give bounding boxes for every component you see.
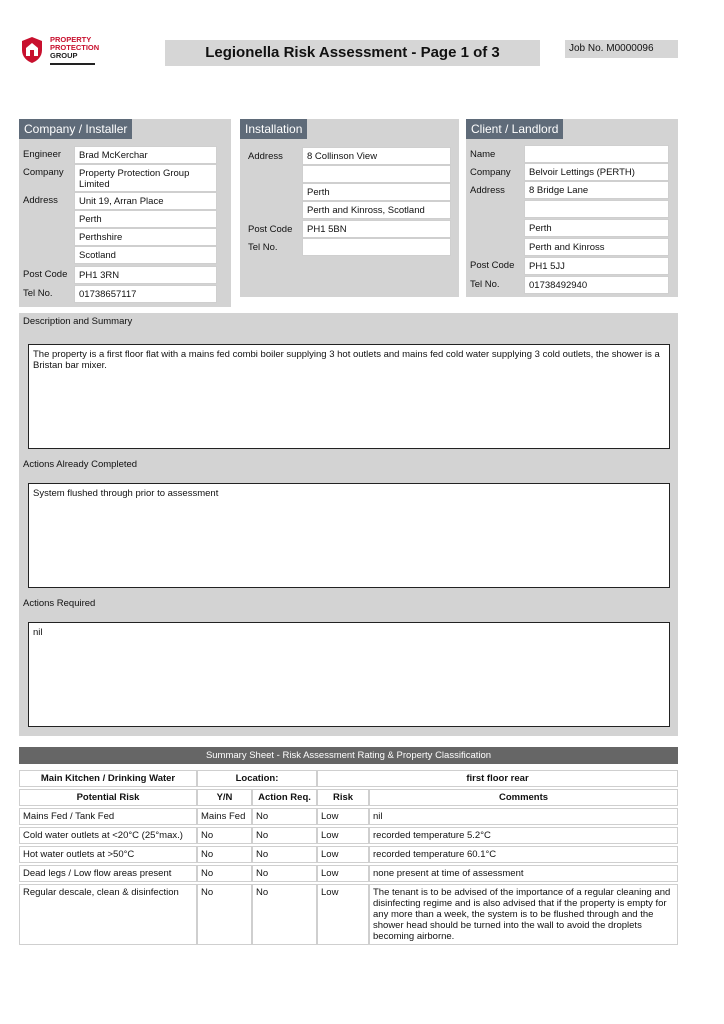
client-name-label: Name [470,149,496,160]
table-row [19,846,678,863]
install-tel-label: Tel No. [248,242,278,253]
col-header-yn: Y/N [197,789,252,806]
address-label: Address [23,195,58,206]
cell-action: No [252,884,317,945]
table-row [19,884,678,945]
install-postcode-label: Post Code [248,224,293,235]
cell-yn: No [197,846,252,863]
engineer-label: Engineer [23,149,62,160]
install-address-label: Address [248,151,283,162]
install-address-line-4: Perth and Kinross, Scotland [302,201,451,219]
cell-action: No [252,827,317,844]
cell-risk-item: Dead legs / Low flow areas present [19,865,197,882]
cell-risk-item: Cold water outlets at <20°C (25°max.) [19,827,197,844]
postcode-label: Post Code [23,269,68,280]
address-line-4: Scotland [74,246,217,264]
client-address-line-2 [524,200,669,218]
company-panel [19,119,231,307]
location-value: first floor rear [317,770,678,787]
logo-line-3: GROUP [50,51,78,60]
client-address-line-1: 8 Bridge Lane [524,181,669,199]
cell-comments: none present at time of assessment [369,865,678,882]
cell-yn: No [197,827,252,844]
actions-required-label: Actions Required [23,598,96,609]
client-heading: Client / Landlord [466,119,563,139]
address-line-3: Perthshire [74,228,217,246]
cell-risk: Low [317,846,369,863]
client-address-line-3: Perth [524,219,669,237]
area-name: Main Kitchen / Drinking Water [19,770,197,787]
shield-icon [20,36,44,64]
client-postcode-label: Post Code [470,260,515,271]
page-title: Legionella Risk Assessment - Page 1 of 3 [165,40,540,66]
cell-comments: recorded temperature 60.1°C [369,846,678,863]
table-row [19,865,678,882]
header-row [19,789,678,806]
location-row [19,770,678,787]
job-number: Job No. M0000096 [565,40,678,58]
col-header-comments: Comments [369,789,678,806]
client-company-value: Belvoir Lettings (PERTH) [524,163,669,181]
logo-line-2: PROTECTION [50,43,100,52]
install-postcode-value: PH1 5BN [302,220,451,238]
cell-action: No [252,808,317,825]
company-label: Company [23,167,64,178]
cell-comments: nil [369,808,678,825]
company-logo [20,36,110,66]
summary-bar: Summary Sheet - Risk Assessment Rating & Property Classification [19,747,678,764]
client-address-label: Address [470,185,505,196]
client-name-value [524,145,669,163]
actions-completed-text: System flushed through prior to assessment [28,483,670,588]
cell-risk: Low [317,884,369,945]
cell-risk: Low [317,808,369,825]
cell-risk-item: Regular descale, clean & disinfection [19,884,197,945]
engineer-value: Brad McKerchar [74,146,217,164]
table-row [19,827,678,844]
cell-risk: Low [317,865,369,882]
logo-line-1: PROPERTY [50,35,92,44]
address-line-2: Perth [74,210,217,228]
risk-table [19,768,678,947]
client-postcode-value: PH1 5JJ [524,257,669,275]
client-address-line-4: Perth and Kinross [524,238,669,256]
tel-value: 01738657117 [74,285,217,303]
col-header-action: Action Req. [252,789,317,806]
cell-risk-item: Hot water outlets at >50°C [19,846,197,863]
cell-comments: recorded temperature 5.2°C [369,827,678,844]
client-company-label: Company [470,167,511,178]
actions-completed-label: Actions Already Completed [23,459,138,470]
company-heading: Company / Installer [19,119,132,139]
install-address-line-2 [302,165,451,183]
col-header-risk-item: Potential Risk [19,789,197,806]
cell-yn: Mains Fed [197,808,252,825]
cell-yn: No [197,865,252,882]
location-label: Location: [197,770,317,787]
tel-label: Tel No. [23,288,53,299]
cell-risk: Low [317,827,369,844]
cell-yn: No [197,884,252,945]
description-text: The property is a first floor flat with a mains fed combi boiler supplying 3 hot outlets and mains fed cold water supplying 3 cold outlets, the shower is a Bristan bar mixer. [28,344,670,449]
client-tel-value: 01738492940 [524,276,669,294]
address-line-1: Unit 19, Arran Place [74,192,217,210]
col-header-risk: Risk [317,789,369,806]
cell-risk-item: Mains Fed / Tank Fed [19,808,197,825]
table-row [19,808,678,825]
cell-action: No [252,865,317,882]
cell-comments: The tenant is to be advised of the importance of a regular cleaning and disinfecting regime and is also advised that if the property is empty for any more than a week, the system is to be flushed through and the shower head should be turned into the wall to avoid the droplets becoming airborne. [369,884,678,945]
postcode-value: PH1 3RN [74,266,217,284]
client-tel-label: Tel No. [470,279,500,290]
install-tel-value [302,238,451,256]
client-panel [466,119,678,297]
logo-underline [50,63,95,65]
installation-heading: Installation [240,119,307,139]
description-label: Description and Summary [23,316,133,327]
install-address-line-1: 8 Collinson View [302,147,451,165]
cell-action: No [252,846,317,863]
company-value: Property Protection Group Limited [74,164,217,192]
install-address-line-3: Perth [302,183,451,201]
installation-panel [240,119,459,297]
actions-required-text: nil [28,622,670,727]
